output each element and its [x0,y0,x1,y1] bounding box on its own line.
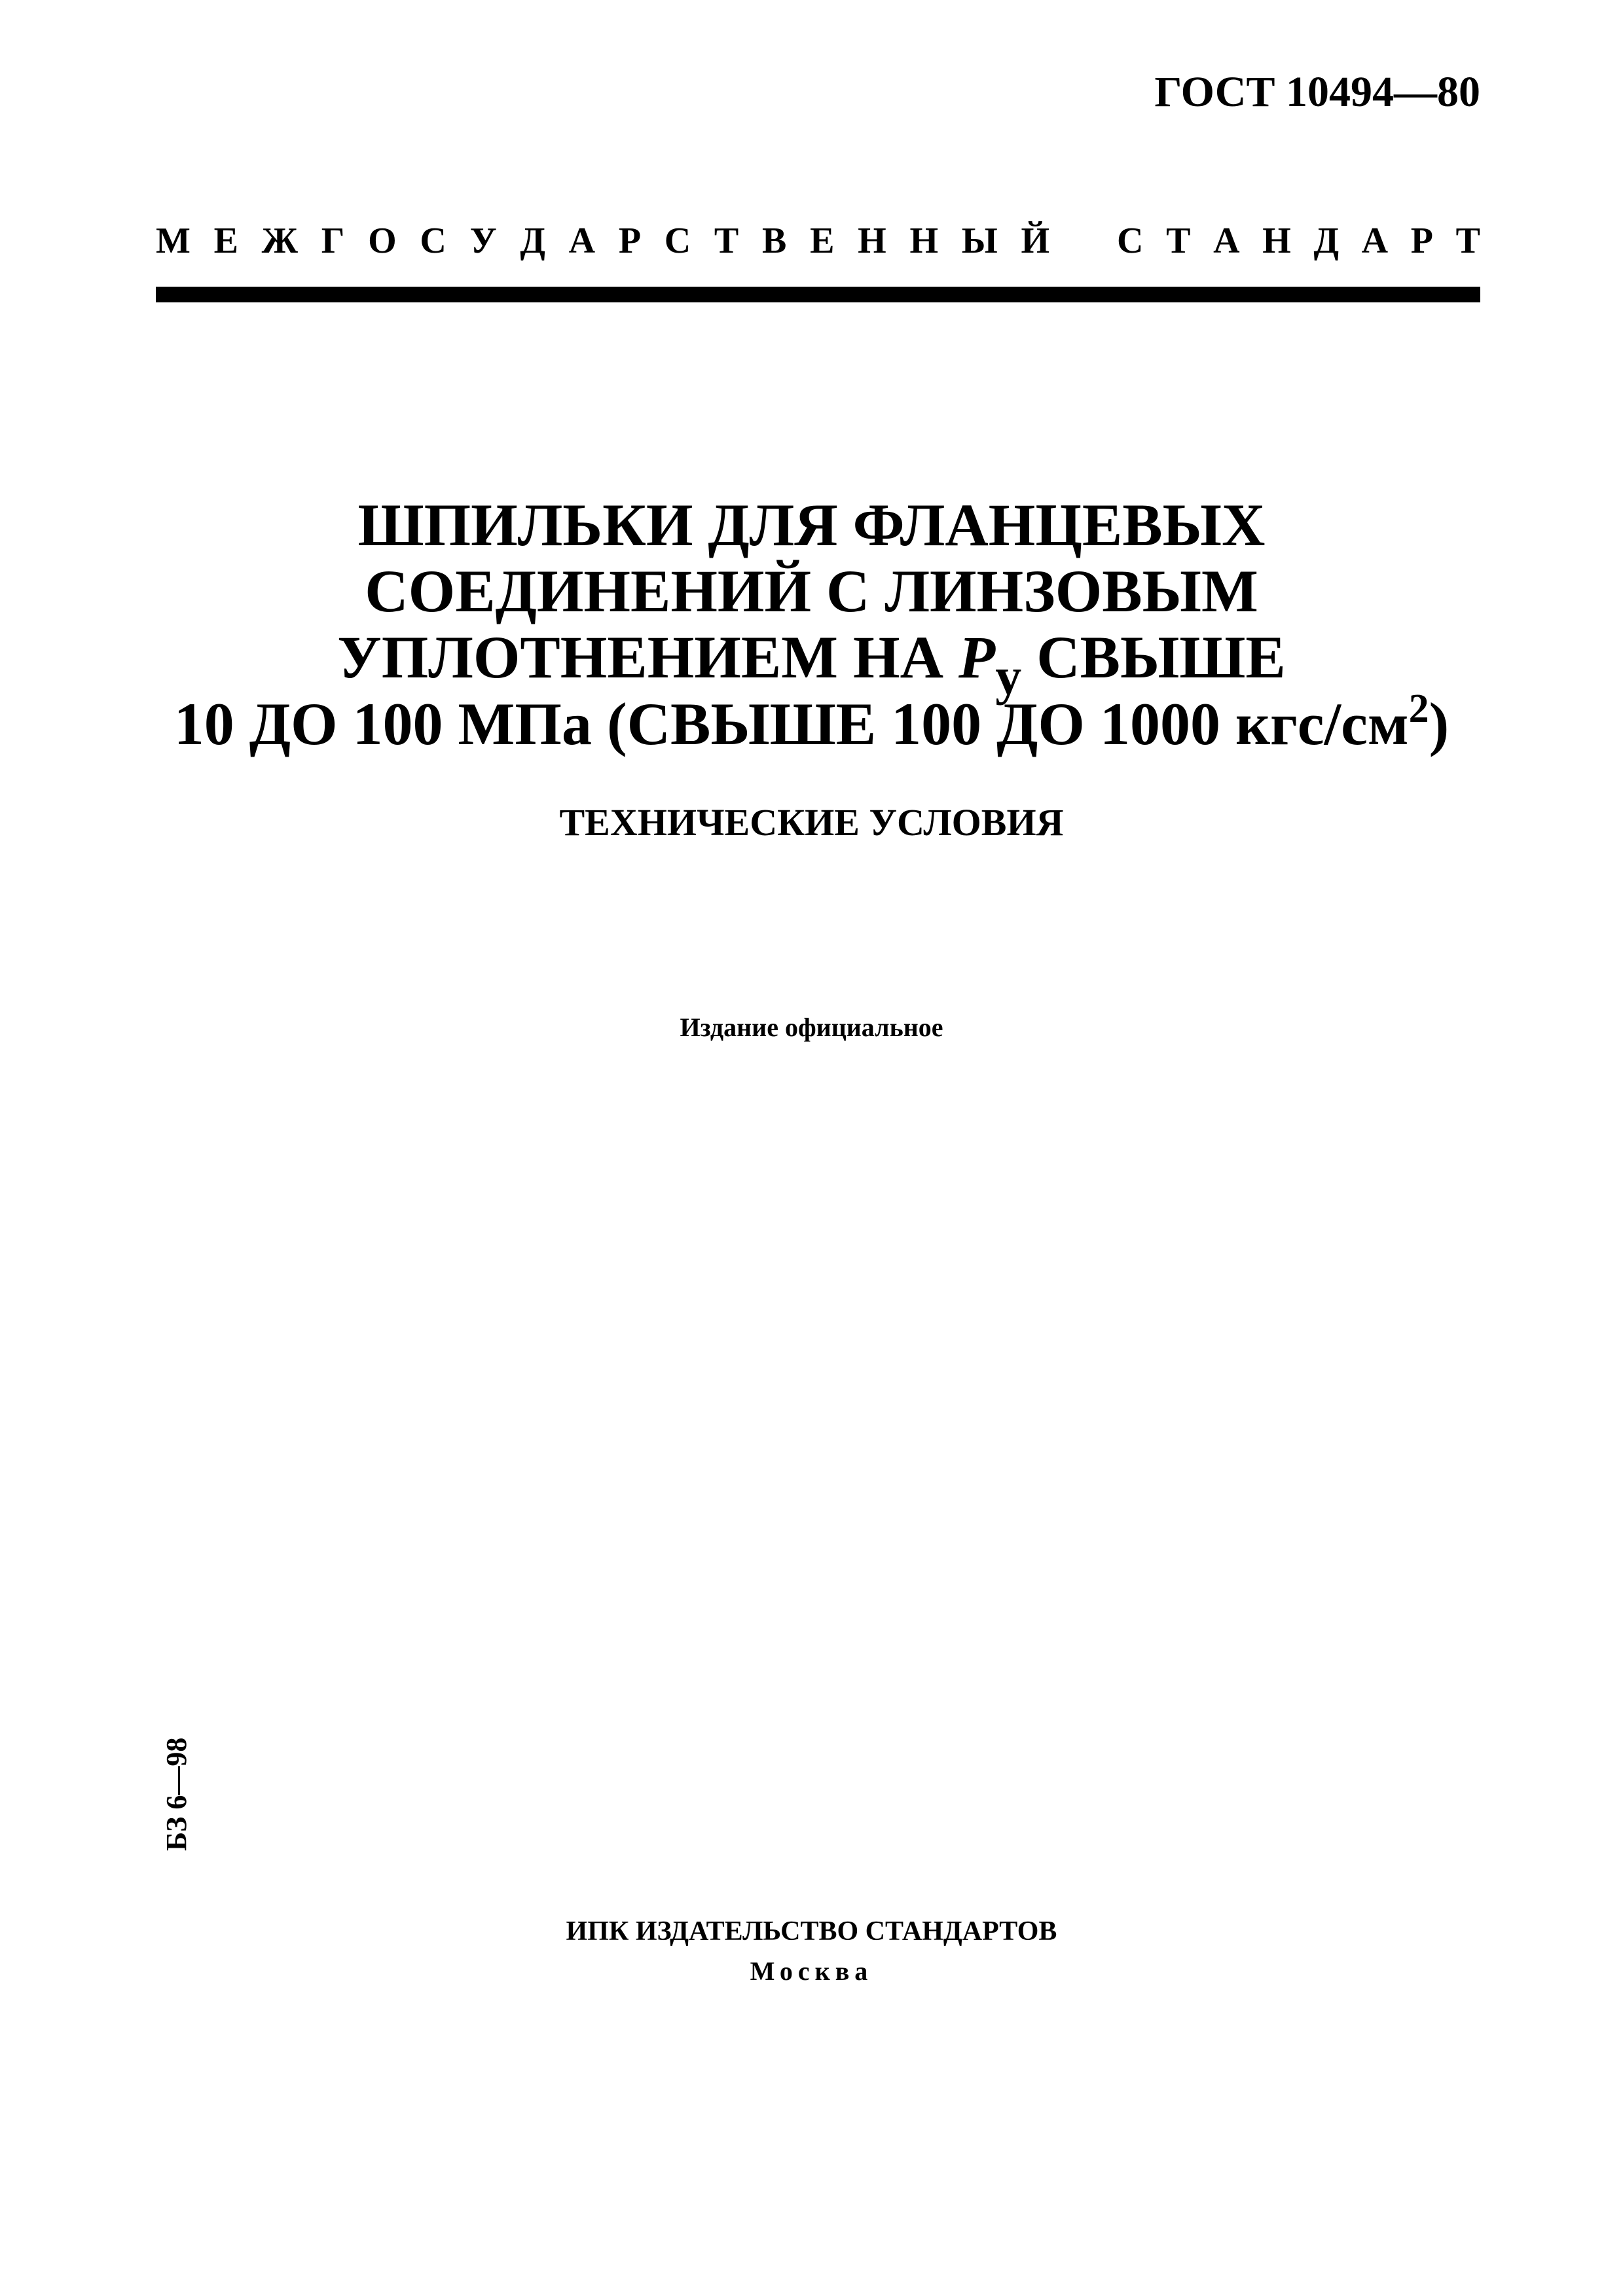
category-letter: Е [213,221,238,261]
category-letter: Й [1021,221,1049,261]
category-letter: Т [714,221,739,261]
pressure-symbol: P [958,624,996,691]
standard-number: ГОСТ 10494—80 [1154,68,1480,116]
category-letter: Г [321,221,345,261]
category-letter: Т [1166,221,1191,261]
unit-superscript: 2 [1408,686,1429,731]
category-letter: А [568,221,596,261]
category-letter: Н [909,221,938,261]
category-word-interstate [156,223,1049,259]
side-code: БЗ 6—98 [160,1737,192,1851]
category-letter: С [420,221,447,261]
category-letter: У [469,221,497,261]
header-divider [156,287,1480,302]
pressure-subscript: у [995,648,1022,706]
category-letter: Н [1262,221,1291,261]
category-letter: М [156,221,191,261]
publisher-city: Москва [750,1956,873,1986]
category-letter: Ы [961,221,998,261]
category-letter: Д [1313,221,1339,261]
title-line-4-close: ) [1429,690,1450,757]
publisher-name: ИПК ИЗДАТЕЛЬСТВО СТАНДАРТОВ [566,1916,1057,1946]
category-letter: О [368,221,397,261]
category-letter: Д [520,221,545,261]
title-line-1: ШПИЛЬКИ ДЛЯ ФЛАНЦЕВЫХ [357,492,1266,558]
category-letter: А [1361,221,1389,261]
title-line-3 [0,624,1623,706]
edition-note: Издание официальное [680,1013,943,1042]
title-line-4-main: 10 ДО 100 МПа (СВЫШЕ 100 ДО 1000 кгс/см [173,690,1409,757]
category-letter: Е [810,221,835,261]
document-title [0,492,1623,757]
category-letter: С [664,221,691,261]
document-subtitle: ТЕХНИЧЕСКИЕ УСЛОВИЯ [559,801,1064,844]
title-line-3-suffix: СВЫШЕ [1021,624,1286,691]
title-line-2: СОЕДИНЕНИЙ С ЛИНЗОВЫМ [365,558,1258,625]
category-letter: Р [618,221,642,261]
category-letter: Н [858,221,886,261]
category-letter: А [1213,221,1240,261]
category-letter: Т [1455,221,1480,261]
category-letter: С [1117,221,1144,261]
category-letter: В [762,221,787,261]
category-letter: Р [1410,221,1433,261]
category-letter: Ж [261,221,299,261]
title-line-4 [0,686,1623,757]
standard-category [156,223,1480,259]
category-word-standard [1117,223,1480,259]
title-line-3-prefix: УПЛОТНЕНИЕМ НА [337,624,959,691]
